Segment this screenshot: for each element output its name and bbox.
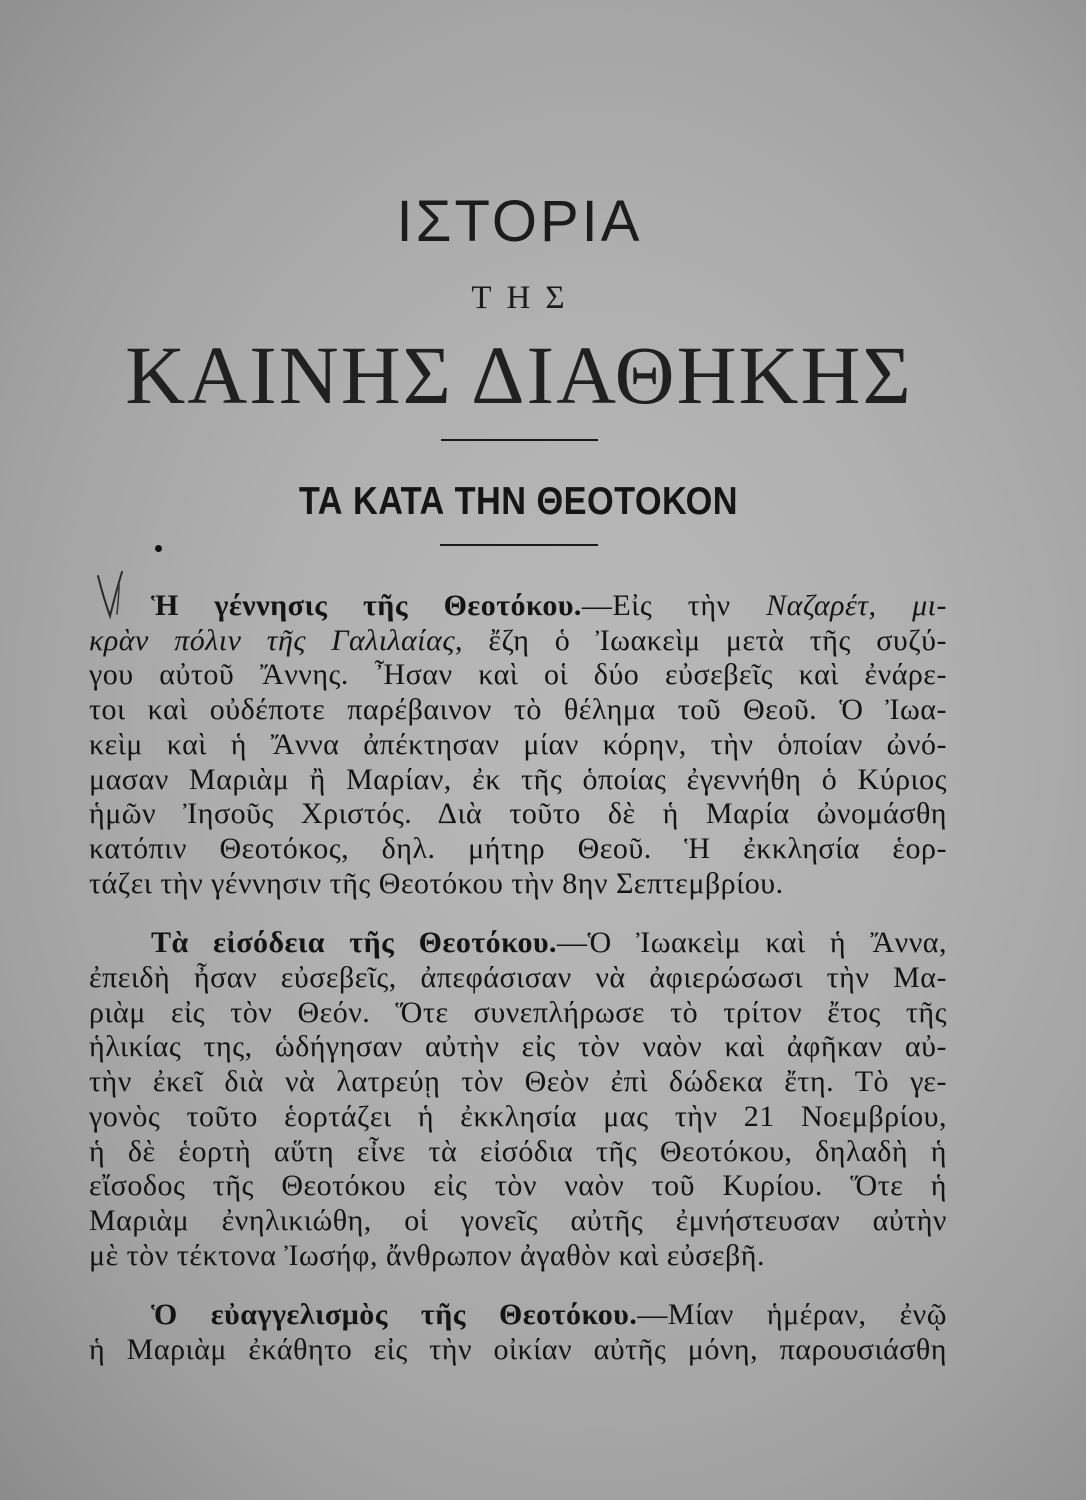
text-run: , ἔζη ὁ Ἰωακεὶμ μετὰ τῆς συζύ- <box>455 623 947 657</box>
section-heading: Ὁ εὐαγγελισμὸς τῆς Θεοτόκου. <box>151 1298 638 1332</box>
text-line: ριὰμ εἰς τὸν Θεόν. Ὅτε συνεπλήρωσε τὸ τρίτον ἔτος τῆς <box>89 995 947 1029</box>
text-run-italic: κρὰν πόλιν τῆς Γαλιλαίας <box>89 623 456 657</box>
chapter-heading <box>0 482 1036 521</box>
text-line: ἡλικίας της, ὡδήγησαν αὐτὴν εἰς τὸν ναὸν καὶ ἀφῆκαν αὐ- <box>89 1030 947 1064</box>
text-line <box>89 624 947 659</box>
title-rule-top <box>441 439 598 441</box>
section-presentation-of-theotokos <box>89 926 947 1273</box>
text-line: εἴσοδος τῆς Θεοτόκου εἰς τὸν ναὸν τοῦ Κυρίου. Ὅτε ἡ <box>89 1169 947 1203</box>
section-heading: Ἡ γέννησις τῆς Θεοτόκου. <box>151 589 582 622</box>
title-rule-bottom <box>440 544 598 546</box>
ink-dot <box>155 545 162 552</box>
body-text <box>89 589 947 1393</box>
text-line: μὲ τὸν τέκτονα Ἰωσήφ, ἄνθρωπον ἀγαθὸν καὶ εὐσεβῆ. <box>89 1238 765 1272</box>
text-line: κεὶμ καὶ ἡ Ἄννα ἀπέκτησαν μίαν κόρην, τὴν ὁποίαν ὠνό- <box>89 727 947 761</box>
section-heading: Τὰ εἰσόδεια τῆς Θεοτόκου. <box>151 926 558 960</box>
text-line: τάζει τὴν γέννησιν τῆς Θεοτόκου τὴν 8ην Σεπτεμβρίου. <box>89 866 784 900</box>
text-line: ἡμῶν Ἰησοῦς Χριστός. Διὰ τοῦτο δὲ ἡ Μαρία ὠνομάσθη <box>89 797 947 831</box>
text-run: —Ὁ Ἰωακεὶμ καὶ ἡ Ἄννα, <box>557 926 947 960</box>
text-line: Μαριὰμ ἐνηλικιώθη, οἱ γονεῖς αὐτῆς ἐμνήστευσαν αὐτὴν <box>89 1203 947 1237</box>
text-line: ἡ δὲ ἑορτὴ αὕτη εἶνε τὰ εἰσόδια τῆς Θεοτόκου, δηλαδὴ ἡ <box>89 1134 947 1168</box>
section-birth-of-theotokos <box>89 589 947 901</box>
text-line: γονὸς τοῦτο ἑορτάζει ἡ ἐκκλησία μας τὴν 21 Νοεμβρίου, <box>89 1099 947 1133</box>
text-line: κατόπιν Θεοτόκος, δηλ. μήτηρ Θεοῦ. Ἡ ἐκκλησία ἑορ- <box>89 831 947 865</box>
text-line <box>89 589 947 624</box>
text-run: —Μίαν ἡμέραν, ἐνῷ <box>637 1298 947 1332</box>
book-title: ΙΣΤΟΡΙΑ <box>396 189 643 254</box>
text-line: γου αὐτοῦ Ἄννης. Ἦσαν καὶ οἱ δύο εὐσεβεῖς καὶ ἐνάρε- <box>89 658 947 692</box>
text-run-italic: Ναζαρέτ, μι- <box>766 589 948 622</box>
text-run: —Εἰς τὴν <box>581 589 767 622</box>
text-line: τὴν ἐκεῖ διὰ νὰ λατρεύῃ τὸν Θεὸν ἐπὶ δώδεκα ἔτη. Τὸ γε- <box>89 1065 947 1099</box>
text-line <box>89 926 947 961</box>
text-line: μασαν Μαριὰμ ἢ Μαρίαν, ἐκ τῆς ὁποίας ἐγεννήθη ὁ Κύριος <box>89 762 947 796</box>
book-title-article: ΤΗΣ <box>471 280 580 316</box>
book-title-main: ΚΑΙΝΗΣ ΔΙΑΘΗΚΗΣ <box>125 329 913 421</box>
chapter-heading-text: ΤΑ ΚΑΤΑ ΤΗΝ ΘΕΟΤΟΚΟΝ <box>298 480 738 523</box>
section-annunciation <box>89 1298 947 1367</box>
text-line: ἐπειδὴ ἦσαν εὐσεβεῖς, ἀπεφάσισαν νὰ ἀφιερώσωσι τὴν Μα- <box>89 961 947 995</box>
text-line: ἡ Μαριὰμ ἐκάθητο εἰς τὴν οἰκίαν αὐτῆς μόνη, παρουσιάσθη <box>89 1333 947 1367</box>
text-line <box>89 1298 947 1333</box>
text-line: τοι καὶ οὐδέποτε παρέβαινον τὸ θέλημα τοῦ Θεοῦ. Ὁ Ἰωα- <box>89 693 947 727</box>
